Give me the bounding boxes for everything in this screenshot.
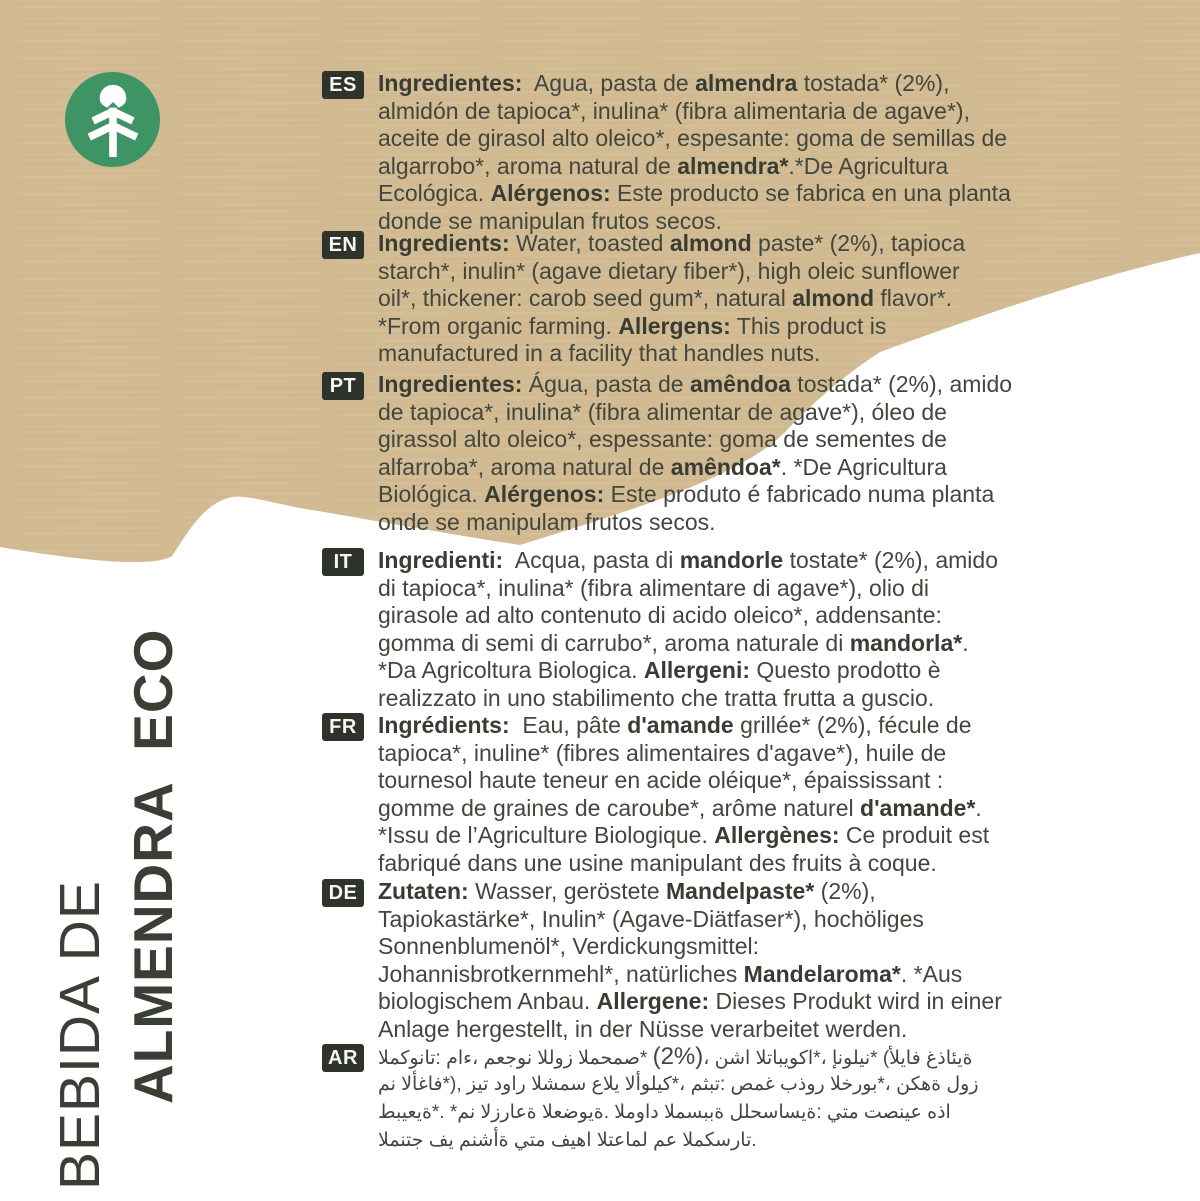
ingredients-line (378, 481, 1012, 509)
ingredients-segment: girassol alto oleico*, espessante: goma de sementes de (378, 426, 947, 452)
ingredients-segment: onde se manipulam frutos secos. (378, 508, 716, 535)
ingredients-segment: This product is (730, 312, 887, 339)
ingredients-segment: (2%) (652, 1043, 704, 1070)
ingredients-segment: de tapioca*, inulina* (fibra alimentar de agave*), óleo de (378, 398, 947, 425)
ingredients-segment: Anlage hergestellt, in der Nüsse verarbeitet werden. (378, 1015, 908, 1042)
ingredients-segment: girasole ad alto contenuto di acido oleico*, addensante: (378, 602, 942, 628)
ingredients-line (378, 630, 998, 658)
ingredients-emphasis: Ingredients: (378, 230, 510, 256)
ingredients-segment: . *De Agricultura (780, 453, 947, 480)
ingredients-segment: grillée* (2%), fécule de (733, 712, 972, 738)
ingredients-line (378, 1127, 979, 1155)
ingredients-segment: المكونات: ماء، معجون اللوز المحمص* (378, 1048, 653, 1069)
ingredients-emphasis: almond (792, 285, 875, 311)
ingredients-emphasis: Ingredientes: (378, 70, 523, 96)
ingredients-line (378, 454, 1012, 482)
ingredients-segment: *From organic farming. (378, 312, 619, 339)
ingredients-segment: ، نشا التابيوكا*، إنولين* (ألياف غذائية (703, 1048, 973, 1069)
ingredients-segment: Água, pasta de (522, 371, 690, 397)
ingredients-emphasis: Zutaten: (378, 878, 469, 904)
ingredients-segment: alfarroba*, aroma natural de (378, 453, 671, 480)
ingredients-line (378, 285, 965, 313)
ingredients-line (378, 1016, 1002, 1044)
ingredients-block-es (322, 70, 1011, 235)
ingredients-line (378, 258, 965, 286)
ingredients-line (378, 313, 965, 341)
ingredients-segment: realizzato in uno stabilimento che tratta frutta a guscio. (378, 684, 935, 711)
ingredients-segment: aceite de girasol alto oleico*, espesante: goma de semillas de (378, 125, 1008, 151)
ingredients-segment: tostate* (2%), amido (783, 547, 998, 573)
ingredients-segment: Johannisbrotkernmehl*, natürliches (378, 960, 744, 987)
ingredients-line (378, 906, 1002, 934)
ingredients-segment: di tapioca*, inulina* (fibra alimentare di agave*), olio di (378, 574, 930, 601)
ingredients-line (378, 1043, 979, 1071)
ingredients-segment: Biológica. (378, 481, 485, 507)
ingredients-line (378, 657, 998, 685)
ingredients-text (378, 712, 989, 877)
language-tag-es: ES (322, 71, 364, 99)
ingredients-text (378, 878, 1002, 1043)
ingredients-emphasis: d'amande* (860, 794, 976, 821)
ingredients-emphasis: Alérgenos: (490, 180, 611, 206)
ingredients-line (378, 795, 989, 823)
ingredients-segment: . (975, 794, 982, 821)
ingredients-emphasis: Allergènes: (714, 822, 840, 848)
ingredients-line (378, 961, 1002, 989)
ingredients-line (378, 933, 1002, 961)
ingredients-segment: Dieses Produkt wird in einer (709, 988, 1002, 1014)
ingredients-segment: Este producto se fabrica en una planta (610, 180, 1011, 206)
ingredients-line (378, 988, 1002, 1016)
ingredients-emphasis: Alérgenos: (484, 481, 605, 507)
ingredients-segment: Sonnenblumenöl*, Verdickungsmittel: (378, 933, 760, 959)
ingredients-line (378, 230, 965, 258)
ingredients-emphasis: amêndoa* (670, 453, 781, 480)
ingredients-segment: flavor*. (874, 285, 952, 311)
ingredients-segment: Water, toasted (509, 230, 670, 256)
ingredients-segment: paste* (2%), tapioca (751, 230, 966, 256)
ingredients-line (378, 850, 989, 878)
ingredients-block-ar (322, 1043, 979, 1155)
ingredients-block-it (322, 547, 998, 712)
ingredients-emphasis: mandorla* (849, 629, 963, 656)
ingredients-line (378, 1071, 979, 1099)
ingredients-emphasis: Ingrédients: (378, 712, 510, 738)
ingredients-line (378, 575, 998, 603)
ingredients-line (378, 180, 1011, 208)
ingredients-segment: biologischem Anbau. (378, 988, 597, 1014)
language-tag-pt: PT (322, 372, 364, 400)
ingredients-segment: Tapiokastärke*, Inulin* (Agave-Diätfaser*), hochöliges (378, 905, 924, 932)
ingredients-segment: . *Aus (900, 960, 963, 987)
ingredients-segment: Acqua, pasta di (503, 547, 680, 573)
ingredients-block-fr (322, 712, 989, 877)
ingredients-line (378, 712, 989, 740)
ingredients-line (378, 371, 1012, 399)
ingredients-segment: .*De Agricultura (788, 152, 949, 179)
ingredients-emphasis: Ingredienti: (378, 547, 504, 573)
ingredients-segment: tournesol haute teneur en acide oléique*, épaississant : (378, 767, 944, 793)
ingredients-line (378, 153, 1011, 181)
ingredients-segment: manufactured in a facility that handles nuts. (378, 340, 821, 366)
ingredients-segment: gomma di semi di carrubo*, aroma naturale di (378, 629, 850, 656)
ingredients-text (378, 230, 965, 368)
tree-icon (84, 83, 142, 157)
ingredients-block-pt (322, 371, 1012, 536)
ingredients-segment: طبيعية*. *من الزراعة العضوية. المواد المسببة للحساسية: يتم تصنيع هذا (378, 1102, 951, 1123)
ingredients-segment: المنتج في منشأة يتم فيها التعامل مع المكسرات. (378, 1130, 757, 1151)
ingredients-segment: *Da Agricoltura Biologica. (378, 657, 644, 683)
language-tag-ar: AR (322, 1044, 364, 1072)
ingredients-emphasis: Mandelpaste* (666, 878, 815, 904)
product-title-line1: BEBIDA DE (48, 880, 112, 1190)
ingredients-segment: Ecológica. (378, 180, 491, 206)
ingredients-segment: oil*, thickener: carob seed gum*, natural (378, 285, 793, 311)
ingredients-segment: Ce produit est (839, 822, 990, 848)
ingredients-line (378, 685, 998, 713)
brand-logo-circle (65, 72, 160, 167)
language-tag-it: IT (322, 548, 364, 576)
ingredients-line (378, 1099, 979, 1127)
ingredients-emphasis: amêndoa (689, 371, 791, 397)
ingredients-text (378, 70, 1011, 235)
ingredients-line (378, 426, 1012, 454)
ingredients-segment: من الأغاف*), زيت دوار الشمس عالي الأوليك*، مثبت: صمغ بذور الخروب*، نكهة لوز (378, 1074, 979, 1095)
ingredients-line (378, 602, 998, 630)
ingredients-line (378, 740, 989, 768)
ingredients-emphasis: Mandelaroma* (743, 960, 901, 987)
ingredients-line (378, 878, 1002, 906)
product-title-line2: ALMENDRA ECO (122, 628, 184, 1104)
language-tag-fr: FR (322, 713, 364, 741)
ingredients-segment: . (962, 629, 969, 656)
language-tag-en: EN (322, 231, 364, 259)
ingredients-text (378, 371, 1012, 536)
ingredients-segment: starch*, inulin* (agave dietary fiber*), high oleic sunflower (378, 257, 960, 284)
ingredients-emphasis: Allergens: (618, 312, 731, 339)
ingredients-line (378, 340, 965, 368)
ingredients-line (378, 547, 998, 575)
ingredients-segment: Eau, pâte (509, 712, 628, 738)
ingredients-emphasis: Ingredientes: (378, 371, 523, 397)
ingredients-segment: gomme de graines de caroube*, arôme naturel (378, 794, 861, 821)
ingredients-emphasis: Allergeni: (643, 657, 750, 683)
ingredients-segment: donde se manipulan frutos secos. (378, 207, 722, 234)
ingredients-emphasis: mandorle (679, 547, 784, 573)
ingredients-emphasis: almendra (695, 70, 798, 96)
ingredients-segment: Agua, pasta de (522, 70, 696, 96)
ingredients-emphasis: almond (669, 230, 752, 256)
ingredients-segment: tostada* (2%), (797, 70, 950, 96)
ingredients-emphasis: Allergene: (596, 988, 710, 1014)
ingredients-segment: *Issu de l’Agriculture Biologique. (378, 822, 715, 848)
ingredients-segment: fabriqué dans une usine manipulant des fruits à coque. (378, 849, 937, 876)
ingredients-text (378, 1043, 979, 1155)
ingredients-emphasis: d'amande (627, 712, 734, 738)
ingredients-line (378, 509, 1012, 537)
ingredients-segment: Este produto é fabricado numa planta (604, 481, 995, 507)
ingredients-segment: algarrobo*, aroma natural de (378, 152, 678, 179)
ingredients-segment: tapioca*, inuline* (fibres alimentaires d'agave*), huile de (378, 739, 947, 766)
ingredients-line (378, 822, 989, 850)
ingredients-block-en (322, 230, 965, 368)
ingredients-text (378, 547, 998, 712)
ingredients-segment: almidón de tapioca*, inulina* (fibra alimentaria de agave*), (378, 97, 970, 124)
ingredients-segment: Wasser, geröstete (468, 878, 667, 904)
ingredients-emphasis: almendra* (677, 152, 789, 179)
ingredients-segment: tostada* (2%), amido (790, 371, 1013, 397)
ingredients-line (378, 125, 1011, 153)
ingredients-line (378, 767, 989, 795)
ingredients-block-de (322, 878, 1002, 1043)
ingredients-line (378, 70, 1011, 98)
language-tag-de: DE (322, 879, 364, 907)
ingredients-line (378, 98, 1011, 126)
ingredients-segment: Questo prodotto è (750, 657, 941, 683)
ingredients-segment: (2%), (814, 878, 876, 904)
ingredients-line (378, 399, 1012, 427)
